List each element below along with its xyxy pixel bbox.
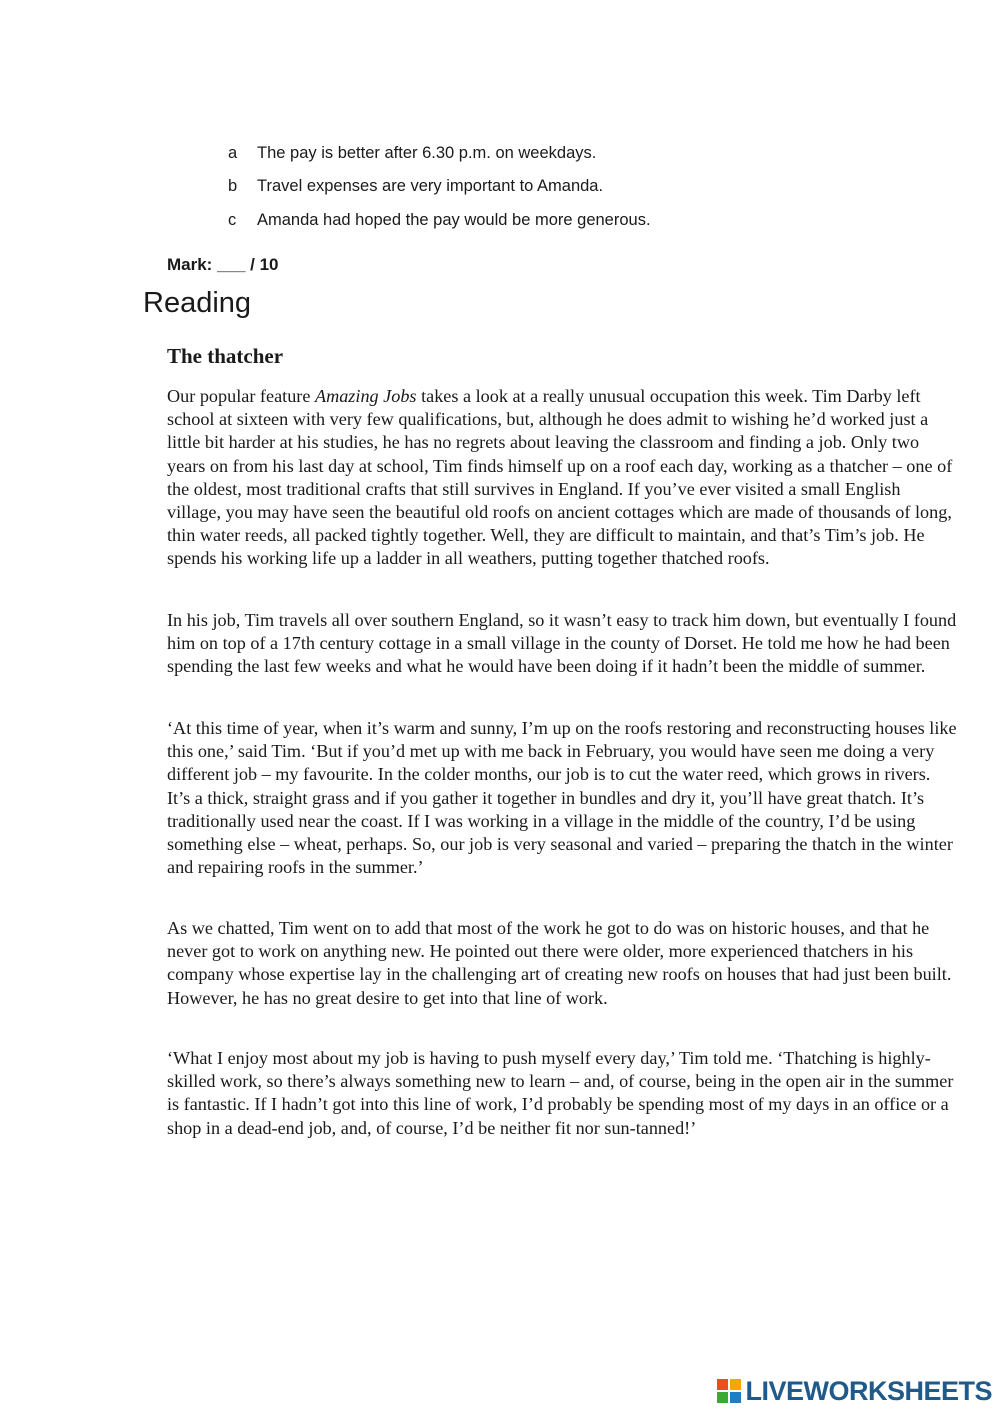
logo-block [730,1392,741,1403]
answer-option-b [228,177,603,196]
answer-option-c [228,211,651,230]
logo-block [717,1379,728,1390]
option-text: Amanda had hoped the pay would be more generous. [257,211,651,229]
answer-option-a [228,144,596,163]
section-heading: Reading [143,287,252,319]
paragraph-text: Our popular feature [167,386,315,406]
logo-text: LIVEWORKSHEETS [745,1375,992,1406]
option-letter: a [228,144,238,162]
article-paragraph-3: ‘At this time of year, when it’s warm and sunny, I’m up on the roofs restoring and reconstructing houses like this one,’ said Tim. ‘But if you’d met up with me back in February, you would have seen me doing a very different job – my favourite. In the colder months, our job is to cut the water reed, which grows in rivers. It’s a thick, straight grass and if you gather it together in bundles and dry it, you’ll have great thatch. It’s traditionally used near the coast. If I was working in a village in the middle of the country, I’d be using something else – wheat, perhaps. So, our job is very seasonal and varied – preparing the thatch in the winter and repairing roofs in the summer.’ [167,718,957,878]
article-title: The thatcher [167,344,284,368]
paragraph-text: takes a look at a really unusual occupation this week. Tim Darby left school at sixteen with very few qualifications, but, although he does admit to wishing he’d worked just a little bit harder at his studies, he has no regrets about leaving the classroom and finding a job. Only two years on from his last day at school, Tim finds himself up on a roof each day, working as a thatcher – one of the oldest, most traditional crafts that still survives in England. If you’ve ever visited a small English village, you may have seen the beautiful old roofs on ancient cottages which are made of thousands of long, thin water reeds, all packed tightly together. Well, they are difficult to maintain, and that’s Tim’s job. He spends his working life up a ladder in all weathers, putting together thatched roofs. [167,386,953,569]
liveworksheets-logo [717,1376,992,1406]
article-paragraph-2: In his job, Tim travels all over southern England, so it wasn’t easy to track him down, but eventually I found him on top of a 17th century cottage in a small village in the county of Dorset. He told me how he had been spending the last few weeks and what he would have been doing if it hadn’t been the middle of summer. [167,610,957,677]
option-text: Travel expenses are very important to Amanda. [257,177,604,195]
option-text: The pay is better after 6.30 p.m. on weekdays. [257,144,597,162]
article-paragraph-1 [167,385,957,571]
article-paragraph-5: ‘What I enjoy most about my job is having to push myself every day,’ Tim told me. ‘Thatching is highly-skilled work, so there’s always something new to learn – and, of course, being in the open air in the summer is fantastic. If I hadn’t got into this line of work, I’d probably be spending most of my days in an office or a shop in a dead-end job, and, of course, I’d be neither fit nor sun-tanned!’ [167,1048,954,1138]
logo-block [717,1392,728,1403]
article-paragraph-4: As we chatted, Tim went on to add that most of the work he got to do was on historic houses, and that he never got to work on anything new. He pointed out there were older, more experienced thatchers in his company whose expertise lay in the challenging art of creating new roofs on houses that had just been built. However, he has no great desire to get into that line of work. [167,918,952,1008]
logo-icon [717,1379,741,1403]
option-letter: c [228,211,237,229]
feature-name: Amazing Jobs [314,386,417,406]
mark-score: Mark: ___ / 10 [167,255,279,274]
option-letter: b [228,177,238,195]
logo-block [730,1379,741,1390]
